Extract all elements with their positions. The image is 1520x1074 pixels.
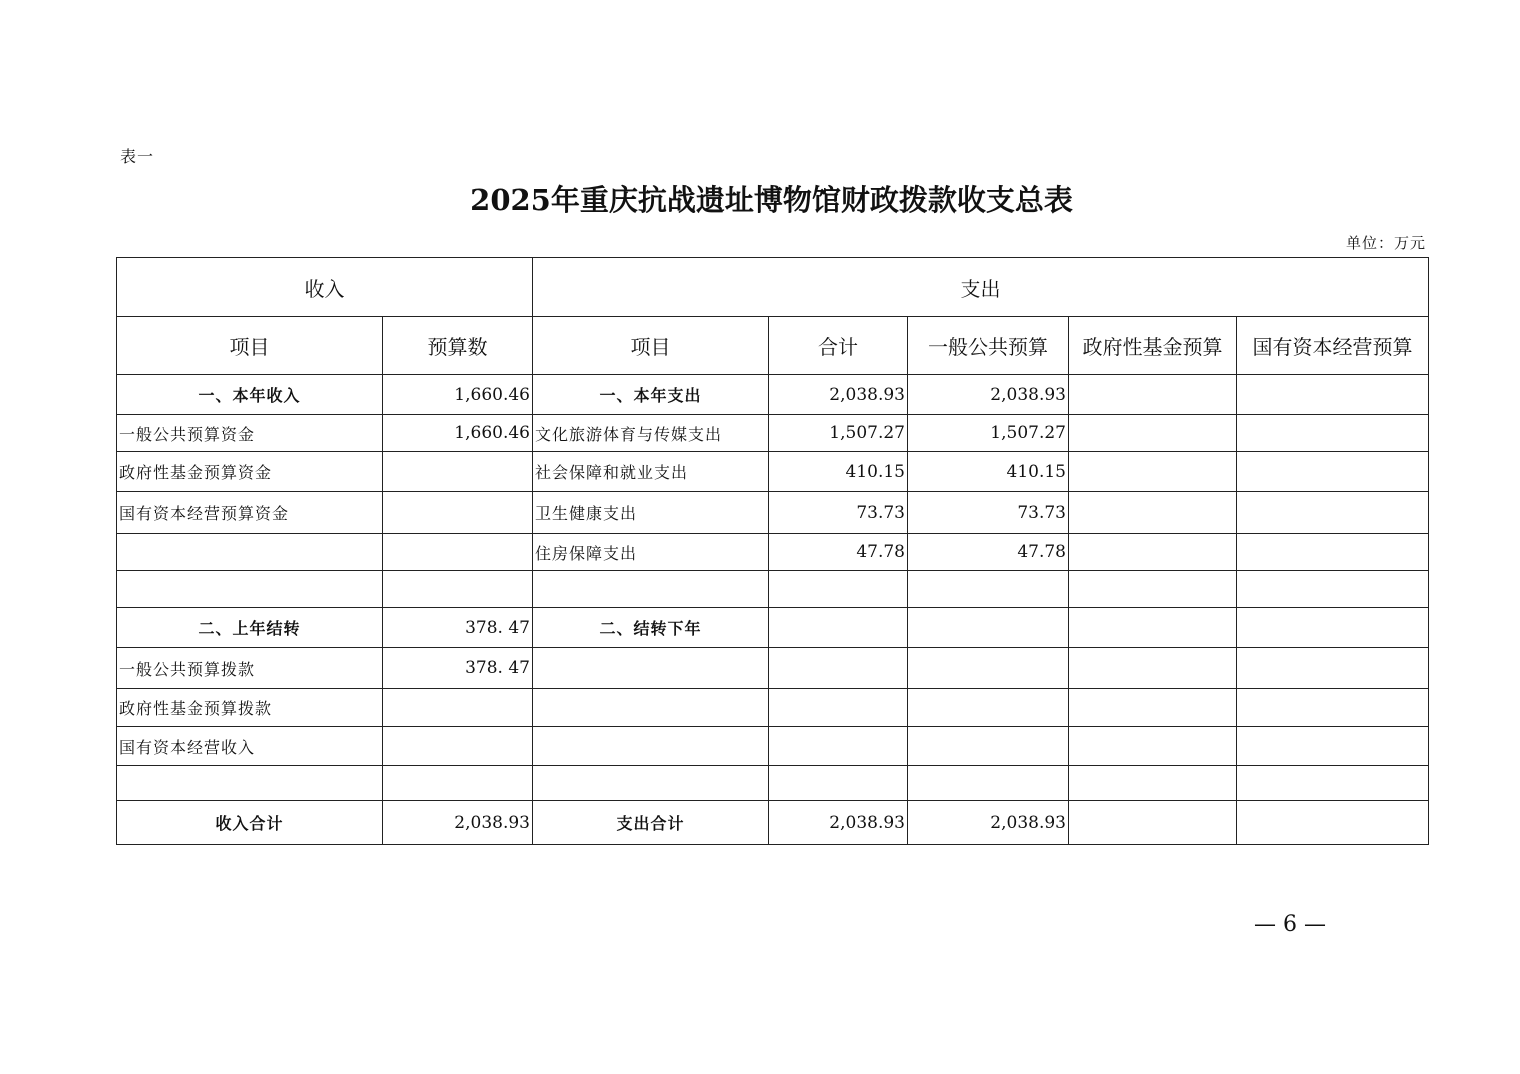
fund-budget-cell (1069, 415, 1237, 452)
table-row (117, 689, 1429, 727)
total-cell: 410.15 (769, 452, 908, 492)
table-row (117, 766, 1429, 801)
total-cell (769, 766, 908, 801)
general-budget-cell: 410.15 (908, 452, 1069, 492)
column-header: 项目 (117, 317, 383, 375)
expense-item-cell: 社会保障和就业支出 (533, 452, 769, 492)
total-cell: 73.73 (769, 492, 908, 534)
expense-item-cell (533, 727, 769, 766)
income-item-cell: 国有资本经营预算资金 (117, 492, 383, 534)
table-row (117, 415, 1429, 452)
fund-budget-cell (1069, 375, 1237, 415)
expense-item-cell: 卫生健康支出 (533, 492, 769, 534)
income-amount-cell (383, 766, 533, 801)
total-cell: 1,507.27 (769, 415, 908, 452)
expense-item-cell (533, 571, 769, 608)
income-amount-cell (383, 452, 533, 492)
expense-section-header: 支出 (533, 258, 1429, 317)
income-item-cell: 二、上年结转 (117, 608, 383, 648)
income-item-cell: 一、本年收入 (117, 375, 383, 415)
state-capital-cell (1237, 689, 1429, 727)
general-budget-cell: 2,038.93 (908, 375, 1069, 415)
table-row (117, 801, 1429, 845)
income-item-cell: 政府性基金预算拨款 (117, 689, 383, 727)
expense-item-cell (533, 689, 769, 727)
budget-summary-table (116, 257, 1429, 845)
general-budget-cell: 1,507.27 (908, 415, 1069, 452)
table-body (117, 375, 1429, 845)
column-header: 预算数 (383, 317, 533, 375)
income-item-cell: 收入合计 (117, 801, 383, 845)
income-amount-cell: 1,660.46 (383, 375, 533, 415)
total-cell (769, 727, 908, 766)
table-number-label: 表一 (120, 147, 155, 166)
table-row (117, 571, 1429, 608)
state-capital-cell (1237, 766, 1429, 801)
page-number: — 6 — (1254, 912, 1326, 937)
total-cell (769, 608, 908, 648)
total-cell (769, 689, 908, 727)
column-header: 项目 (533, 317, 769, 375)
general-budget-cell: 73.73 (908, 492, 1069, 534)
income-item-cell: 国有资本经营收入 (117, 727, 383, 766)
total-cell: 47.78 (769, 534, 908, 571)
document-title: 2025年重庆抗战遗址博物馆财政拨款收支总表 (470, 183, 1073, 217)
general-budget-cell: 47.78 (908, 534, 1069, 571)
income-item-cell: 一般公共预算资金 (117, 415, 383, 452)
section-header-row (117, 258, 1429, 317)
income-amount-cell: 378. 47 (383, 648, 533, 689)
general-budget-cell (908, 689, 1069, 727)
column-header: 政府性基金预算 (1069, 317, 1237, 375)
expense-item-cell (533, 766, 769, 801)
column-header-row (117, 317, 1429, 375)
table-row (117, 492, 1429, 534)
expense-item-cell: 二、结转下年 (533, 608, 769, 648)
fund-budget-cell (1069, 648, 1237, 689)
state-capital-cell (1237, 452, 1429, 492)
fund-budget-cell (1069, 727, 1237, 766)
income-amount-cell: 378. 47 (383, 608, 533, 648)
state-capital-cell (1237, 648, 1429, 689)
expense-item-cell: 支出合计 (533, 801, 769, 845)
income-amount-cell (383, 727, 533, 766)
general-budget-cell (908, 608, 1069, 648)
table-row (117, 727, 1429, 766)
total-cell: 2,038.93 (769, 801, 908, 845)
general-budget-cell: 2,038.93 (908, 801, 1069, 845)
income-item-cell (117, 534, 383, 571)
fund-budget-cell (1069, 534, 1237, 571)
income-amount-cell (383, 492, 533, 534)
state-capital-cell (1237, 727, 1429, 766)
general-budget-cell (908, 571, 1069, 608)
column-header: 国有资本经营预算 (1237, 317, 1429, 375)
state-capital-cell (1237, 375, 1429, 415)
total-cell (769, 571, 908, 608)
state-capital-cell (1237, 801, 1429, 845)
expense-item-cell: 文化旅游体育与传媒支出 (533, 415, 769, 452)
general-budget-cell (908, 727, 1069, 766)
fund-budget-cell (1069, 452, 1237, 492)
fund-budget-cell (1069, 801, 1237, 845)
income-item-cell (117, 571, 383, 608)
table-row (117, 452, 1429, 492)
state-capital-cell (1237, 492, 1429, 534)
expense-item-cell: 一、本年支出 (533, 375, 769, 415)
fund-budget-cell (1069, 608, 1237, 648)
fund-budget-cell (1069, 492, 1237, 534)
income-amount-cell (383, 534, 533, 571)
table-row (117, 608, 1429, 648)
state-capital-cell (1237, 534, 1429, 571)
general-budget-cell (908, 766, 1069, 801)
table-row (117, 375, 1429, 415)
income-item-cell (117, 766, 383, 801)
unit-label: 单位：万元 (1345, 234, 1426, 252)
fund-budget-cell (1069, 571, 1237, 608)
income-item-cell: 政府性基金预算资金 (117, 452, 383, 492)
income-amount-cell: 2,038.93 (383, 801, 533, 845)
fund-budget-cell (1069, 689, 1237, 727)
expense-item-cell: 住房保障支出 (533, 534, 769, 571)
income-item-cell: 一般公共预算拨款 (117, 648, 383, 689)
state-capital-cell (1237, 571, 1429, 608)
income-amount-cell: 1,660.46 (383, 415, 533, 452)
total-cell: 2,038.93 (769, 375, 908, 415)
income-section-header: 收入 (117, 258, 533, 317)
total-cell (769, 648, 908, 689)
state-capital-cell (1237, 415, 1429, 452)
income-amount-cell (383, 571, 533, 608)
table-row (117, 534, 1429, 571)
general-budget-cell (908, 648, 1069, 689)
column-header: 合计 (769, 317, 908, 375)
expense-item-cell (533, 648, 769, 689)
fund-budget-cell (1069, 766, 1237, 801)
table-row (117, 648, 1429, 689)
state-capital-cell (1237, 608, 1429, 648)
column-header: 一般公共预算 (908, 317, 1069, 375)
income-amount-cell (383, 689, 533, 727)
